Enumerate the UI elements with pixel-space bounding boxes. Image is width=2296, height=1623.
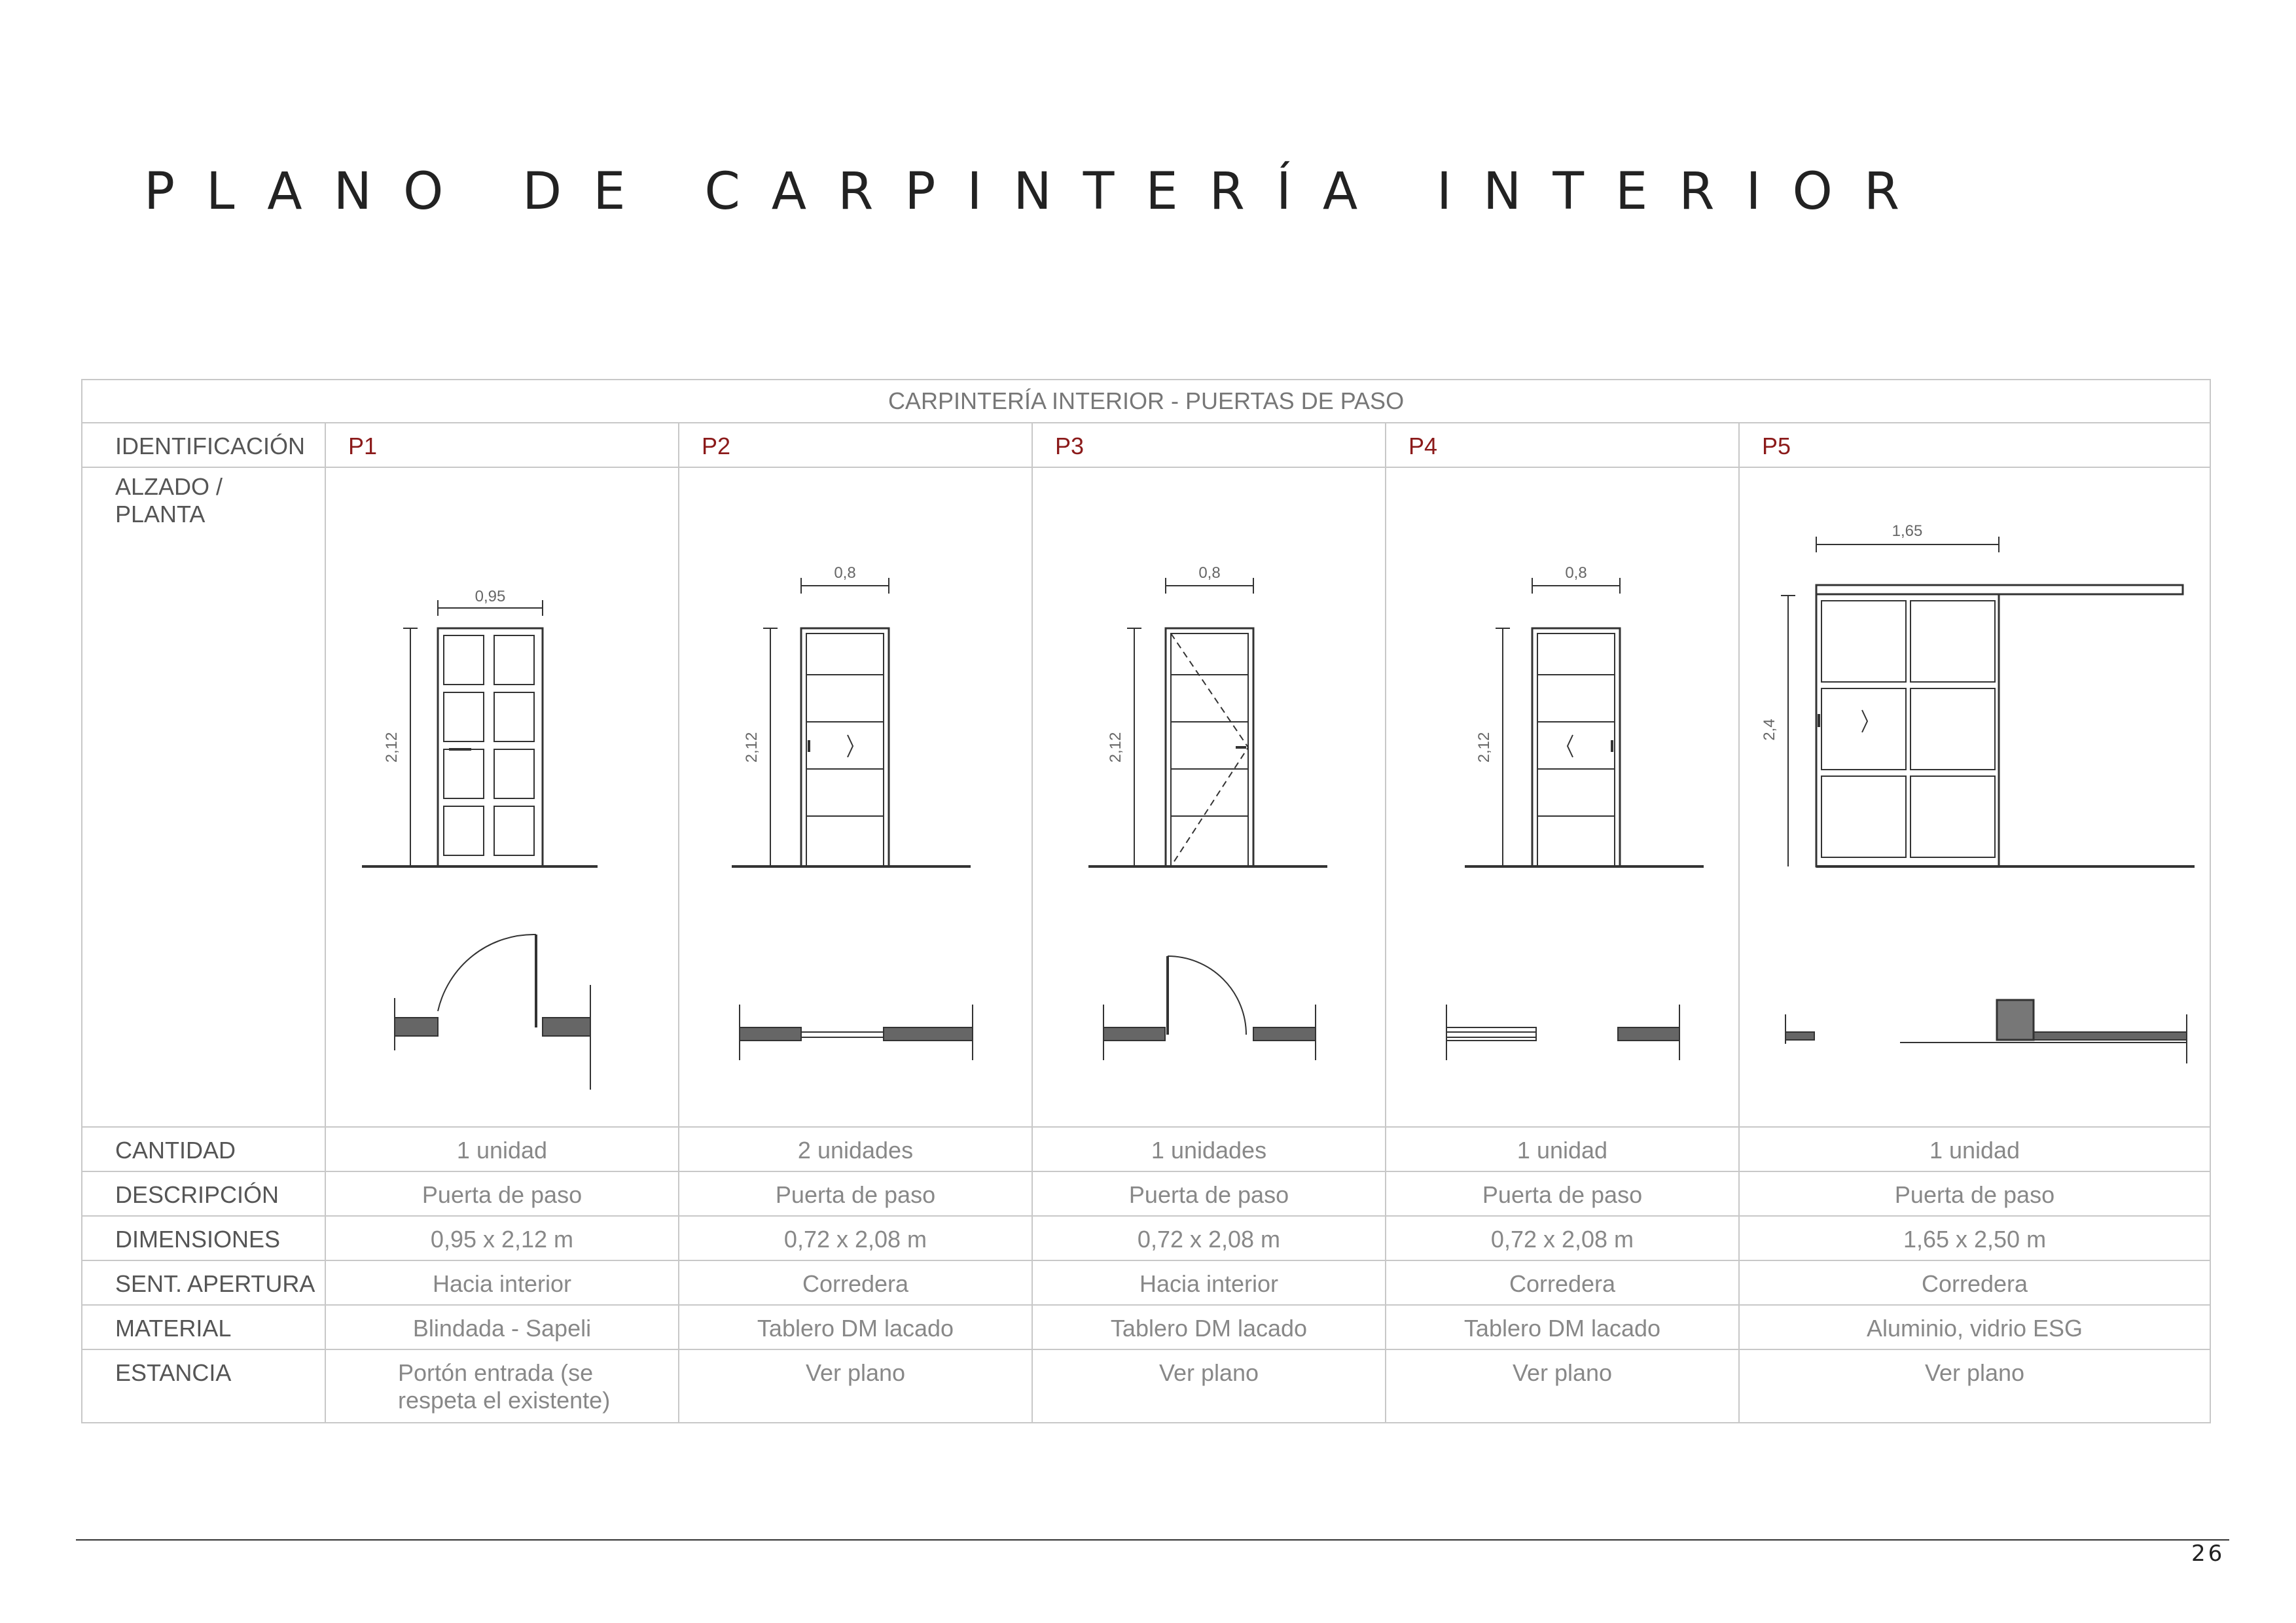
apertura-p3: Hacia interior [1032, 1260, 1386, 1305]
p3-wall-right [1253, 1027, 1316, 1041]
descripcion-p3: Puerta de paso [1032, 1171, 1386, 1216]
cantidad-row [82, 1127, 2210, 1171]
p1-panel [494, 806, 534, 855]
p3-swing-arc [1168, 956, 1246, 1035]
p5-width-label: 1,65 [1892, 522, 1923, 540]
drawing-p2 [679, 467, 1032, 1127]
descripcion-row [82, 1171, 2210, 1216]
dimensiones-p1: 0,95 x 2,12 m [325, 1216, 679, 1260]
p5-glass-pane [1910, 776, 1995, 857]
dimensiones-p5: 1,65 x 2,50 m [1739, 1216, 2210, 1260]
p1-wall-right [543, 1018, 590, 1036]
cantidad-p3: 1 unidades [1032, 1127, 1386, 1171]
p1-drawing-svg [326, 468, 679, 1126]
p1-height-label: 2,12 [383, 732, 401, 763]
estancia-p4: Ver plano [1386, 1349, 1739, 1423]
footer-rule [76, 1539, 2229, 1541]
label-dimensiones: DIMENSIONES [82, 1216, 325, 1260]
estancia-p5: Ver plano [1739, 1349, 2210, 1423]
p2-door-frame [801, 628, 889, 866]
p4-height-label: 2,12 [1475, 732, 1493, 763]
p4-door-leaf [1537, 633, 1615, 866]
p4-width-label: 0,8 [1565, 564, 1587, 582]
p5-height-label: 2,4 [1761, 719, 1778, 741]
label-alzado [82, 467, 325, 1127]
estancia-p2: Ver plano [679, 1349, 1032, 1423]
p5-glass-pane [1910, 688, 1995, 770]
estancia-p1: Portón entrada (se respeta el existente) [325, 1349, 679, 1423]
drawing-row [82, 467, 2210, 1127]
p1-panel [444, 749, 484, 798]
drawing-p5 [1739, 467, 2210, 1127]
door-id-p4: P4 [1386, 423, 1739, 467]
p1-wall-left [395, 1018, 438, 1036]
estancia-row [82, 1349, 2210, 1423]
p5-drawing-svg [1740, 468, 2211, 1126]
p1-panel [494, 692, 534, 741]
p1-width-label: 0,95 [475, 588, 506, 605]
p1-panel [494, 749, 534, 798]
door-schedule-table [81, 379, 2211, 1423]
page-number: 26 [2191, 1541, 2225, 1567]
label-cantidad: CANTIDAD [82, 1127, 325, 1171]
p5-door-frame [1816, 594, 1999, 866]
descripcion-p4: Puerta de paso [1386, 1171, 1739, 1216]
p2-slide-arrow [848, 735, 853, 757]
p3-width-label: 0,8 [1198, 564, 1221, 582]
table-caption: CARPINTERÍA INTERIOR - PUERTAS DE PASO [82, 380, 2210, 423]
material-p1: Blindada - Sapeli [325, 1305, 679, 1349]
dimensiones-p4: 0,72 x 2,08 m [1386, 1216, 1739, 1260]
id-row [82, 423, 2210, 467]
descripcion-p1: Puerta de paso [325, 1171, 679, 1216]
cantidad-p2: 2 unidades [679, 1127, 1032, 1171]
apertura-p2: Corredera [679, 1260, 1032, 1305]
p4-slide-track [1446, 1032, 1536, 1037]
door-id-p3: P3 [1032, 423, 1386, 467]
estancia-p3: Ver plano [1032, 1349, 1386, 1423]
p2-wall-right [884, 1027, 973, 1041]
p3-swing-indicator [1171, 633, 1248, 866]
label-descripcion: DESCRIPCIÓN [82, 1171, 325, 1216]
material-p2: Tablero DM lacado [679, 1305, 1032, 1349]
caption-row [82, 380, 2210, 423]
material-p5: Aluminio, vidrio ESG [1739, 1305, 2210, 1349]
cantidad-p5: 1 unidad [1739, 1127, 2210, 1171]
drawing-p1 [325, 467, 679, 1127]
p2-wall-left [740, 1027, 801, 1041]
descripcion-p2: Puerta de paso [679, 1171, 1032, 1216]
drawing-p3 [1032, 467, 1386, 1127]
p4-drawing-svg [1386, 468, 1740, 1126]
p5-slide-arrow [1862, 710, 1867, 732]
p4-slide-arrow [1568, 735, 1573, 757]
door-id-p2: P2 [679, 423, 1032, 467]
p1-swing-arc [438, 935, 536, 1011]
label-apertura: SENT. APERTURA [82, 1260, 325, 1305]
label-alzado-text: ALZADO / PLANTA [115, 473, 223, 527]
material-p4: Tablero DM lacado [1386, 1305, 1739, 1349]
material-row [82, 1305, 2210, 1349]
p5-wall-left [1785, 1032, 1814, 1040]
dimensiones-p3: 0,72 x 2,08 m [1032, 1216, 1386, 1260]
p3-height-label: 2,12 [1107, 732, 1124, 763]
p3-wall-left [1103, 1027, 1165, 1041]
apertura-row [82, 1260, 2210, 1305]
cantidad-p1: 1 unidad [325, 1127, 679, 1171]
p5-rail [1816, 585, 2183, 594]
material-p3: Tablero DM lacado [1032, 1305, 1386, 1349]
p4-wall-right [1618, 1027, 1679, 1041]
p4-pocket [1446, 1027, 1536, 1041]
p5-glass-pane [1910, 601, 1995, 682]
p2-door-leaf [806, 633, 884, 866]
label-identificacion: IDENTIFICACIÓN [82, 423, 325, 467]
door-id-p1: P1 [325, 423, 679, 467]
p1-door-frame [438, 628, 543, 866]
dimensiones-p2: 0,72 x 2,08 m [679, 1216, 1032, 1260]
p2-height-label: 2,12 [743, 732, 761, 763]
page-title: PLANO DE CARPINTERÍA INTERIOR [144, 162, 1931, 221]
descripcion-p5: Puerta de paso [1739, 1171, 2210, 1216]
drawing-p4 [1386, 467, 1739, 1127]
p2-width-label: 0,8 [834, 564, 856, 582]
apertura-p5: Corredera [1739, 1260, 2210, 1305]
p2-slide-track [801, 1032, 884, 1037]
p5-glass-pane [1821, 601, 1906, 682]
p4-door-frame [1532, 628, 1620, 866]
p3-drawing-svg [1033, 468, 1386, 1126]
p3-door-leaf [1171, 633, 1248, 866]
label-material: MATERIAL [82, 1305, 325, 1349]
p1-panel [444, 806, 484, 855]
p1-panel [444, 635, 484, 685]
apertura-p1: Hacia interior [325, 1260, 679, 1305]
p5-pocket-box [1997, 1000, 2034, 1040]
door-id-p5: P5 [1739, 423, 2210, 467]
dimensiones-row [82, 1216, 2210, 1260]
cantidad-p4: 1 unidad [1386, 1127, 1739, 1171]
p5-glass-pane [1821, 776, 1906, 857]
p2-drawing-svg [679, 468, 1033, 1126]
label-estancia: ESTANCIA [82, 1349, 325, 1423]
p1-panel [494, 635, 534, 685]
apertura-p4: Corredera [1386, 1260, 1739, 1305]
p1-panel [444, 692, 484, 741]
